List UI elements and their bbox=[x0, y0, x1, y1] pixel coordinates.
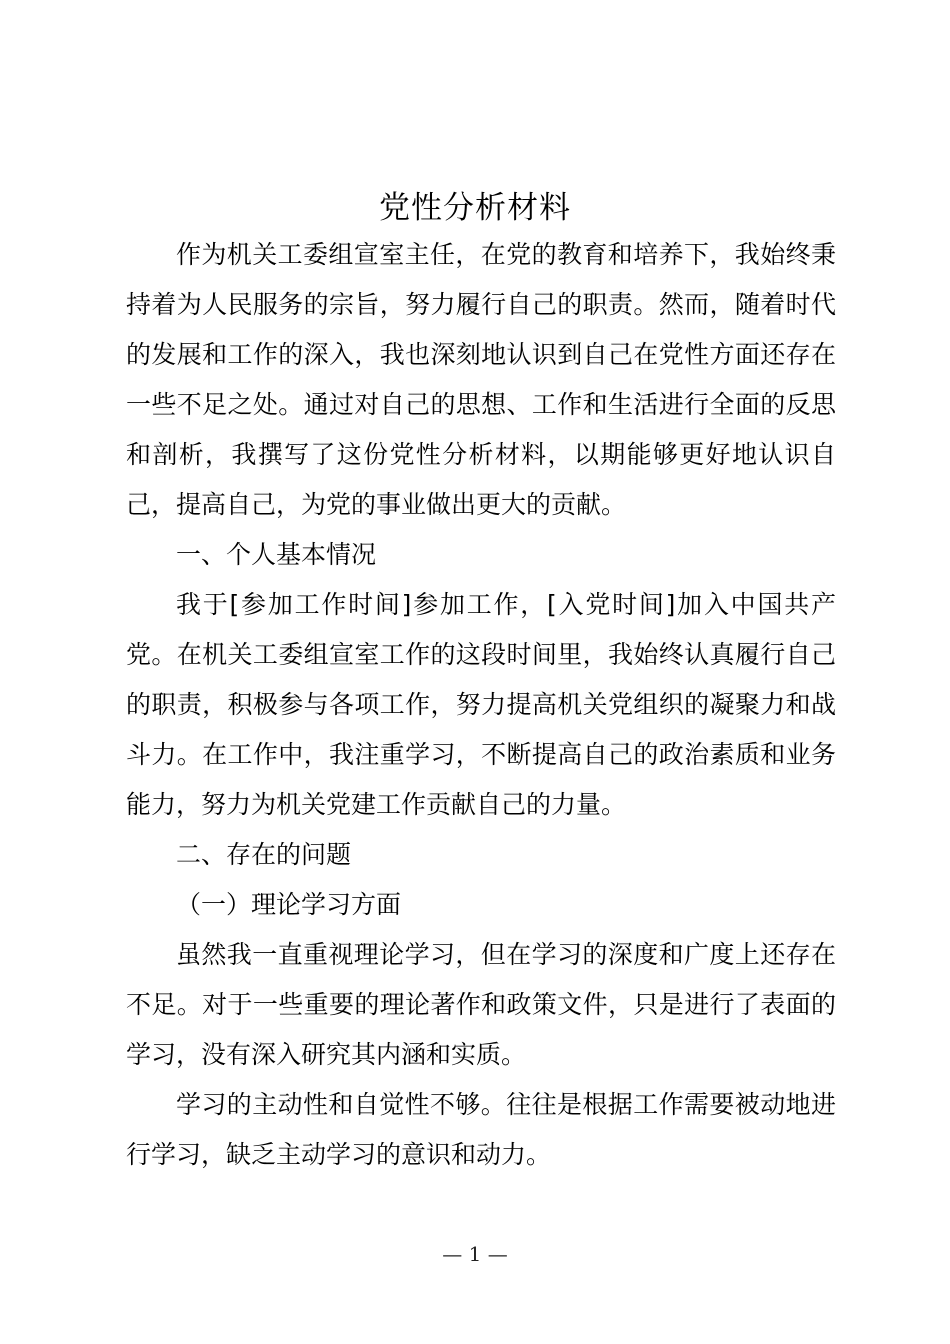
heading-problems: 二、存在的问题 bbox=[176, 840, 352, 869]
page-number: — 1 — bbox=[442, 1242, 508, 1266]
document-body bbox=[126, 230, 836, 1180]
paragraph-basic-info: 我于[参加工作时间]参加工作，[入党时间]加入中国共产党。在机关工委组宣室工作的这段时间里，我始终认真履行自己的职责，积极参与各项工作，努力提高机关党组织的凝聚力和战斗力。在工作中，我注重学习，不断提高自己的政治素质和业务能力，努力为机关党建工作贡献自己的力量。 bbox=[126, 590, 836, 819]
paragraph-intro: 作为机关工委组宣室主任，在党的教育和培养下，我始终秉持着为人民服务的宗旨，努力履行自己的职责。然而，随着时代的发展和工作的深入，我也深刻地认识到自己在党性方面还存在一些不足之处。通过对自己的思想、工作和生活进行全面的反思和剖析，我撰写了这份党性分析材料，以期能够更好地认识自己，提高自己，为党的事业做出更大的贡献。 bbox=[126, 240, 836, 519]
subheading-theory-study: （一）理论学习方面 bbox=[176, 890, 402, 919]
paragraph-theory-depth: 虽然我一直重视理论学习，但在学习的深度和广度上还存在不足。对于一些重要的理论著作和政策文件，只是进行了表面的学习，没有深入研究其内涵和实质。 bbox=[126, 940, 836, 1069]
document-title: 党性分析材料 bbox=[379, 190, 571, 226]
paragraph-theory-initiative: 学习的主动性和自觉性不够。往往是根据工作需要被动地进行学习，缺乏主动学习的意识和动力。 bbox=[126, 1090, 836, 1169]
heading-basic-info: 一、个人基本情况 bbox=[176, 540, 377, 569]
